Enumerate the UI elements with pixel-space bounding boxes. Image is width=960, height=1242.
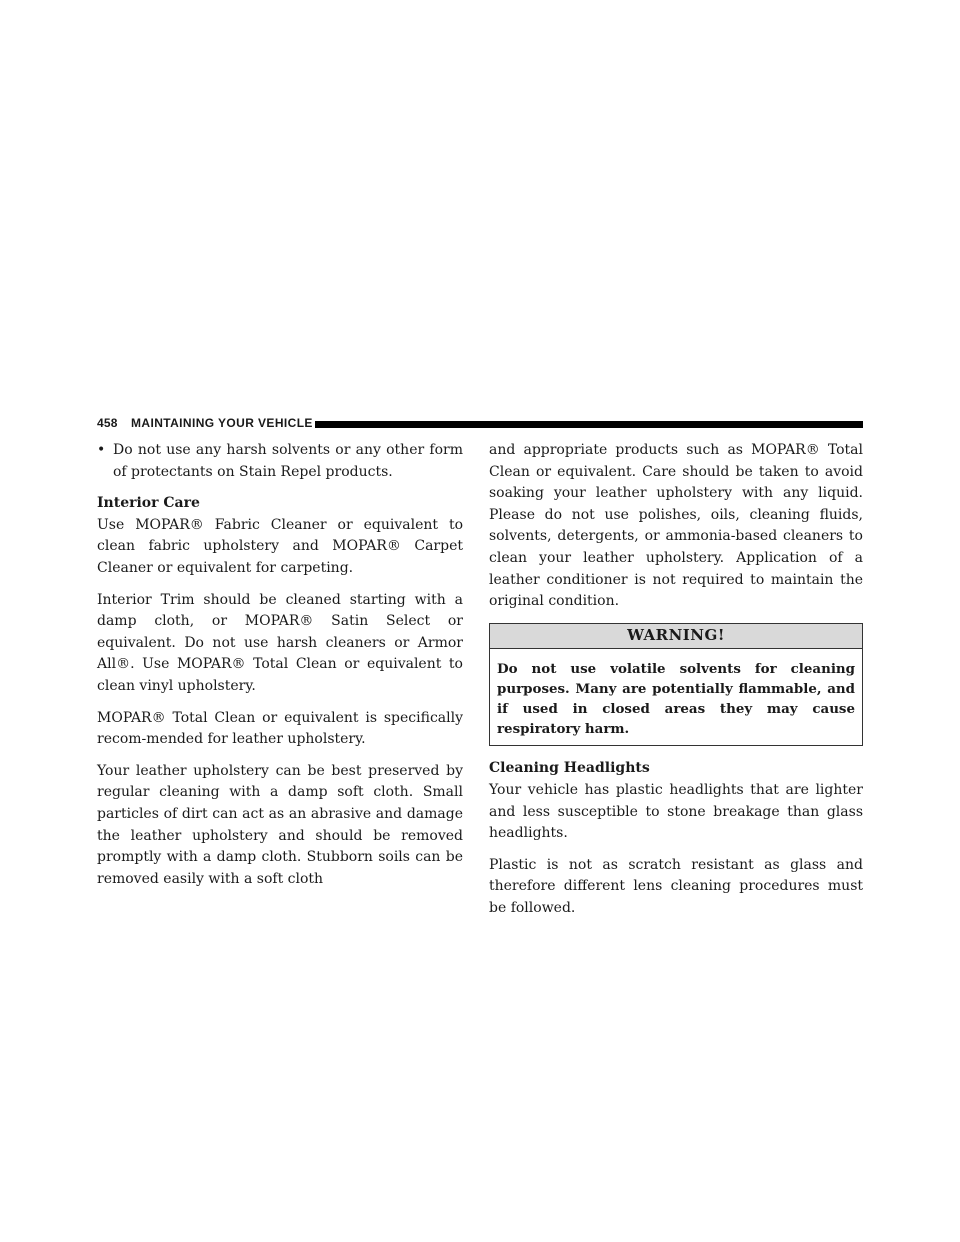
headlights-paragraph-1: Your vehicle has plastic headlights that are lighter and less susceptible to stone breakage than glass headlights.: [489, 781, 863, 842]
right-column: [489, 440, 863, 930]
interior-care-heading: Interior Care: [97, 495, 200, 512]
page-number: 458: [97, 416, 118, 430]
bullet-icon: •: [97, 442, 106, 458]
warning-text: Do not use volatile solvents for cleaning purposes. Many are potentially flammable, and if used in closed areas they may cause respiratory harm.: [497, 661, 855, 738]
warning-title: WARNING!: [490, 624, 862, 650]
interior-care-paragraph: Use MOPAR® Fabric Cleaner or equivalent to clean fabric upholstery and MOPAR® Carpet Cleaner or equivalent for carpeting.: [97, 516, 463, 576]
leather-paragraph: MOPAR® Total Clean or equivalent is specifically recom-mended for leather upholstery.: [97, 709, 463, 748]
section-title: MAINTAINING YOUR VEHICLE: [131, 416, 313, 430]
header-rule: [315, 421, 863, 428]
left-column: [97, 440, 463, 900]
headlights-paragraph-2: Plastic is not as scratch resistant as glass and therefore different lens cleaning procedures must be followed.: [489, 856, 863, 916]
interior-trim-paragraph: Interior Trim should be cleaned starting with a damp cloth, or MOPAR® Satin Select or equivalent. Do not use harsh cleaners or Armor All®. Use MOPAR® Total Clean or equivalent to clean vinyl upholstery.: [97, 591, 463, 694]
bullet-item: [97, 440, 463, 483]
warning-box: [489, 623, 863, 747]
leather-continued-paragraph: and appropriate products such as MOPAR® Total Clean or equivalent. Care should be taken to avoid soaking your leather upholstery with any liquid. Please do not use polishes, oils, cleaning fluids, solvents, detergents, or ammonia-based cleaners to clean your leather upholstery. Application of a leather conditioner is not required to maintain the original condition.: [489, 442, 863, 610]
headlights-heading: Cleaning Headlights: [489, 760, 650, 777]
page-header: [97, 417, 863, 432]
leather-preserve-paragraph: Your leather upholstery can be best preserved by regular cleaning with a damp soft cloth. Small particles of dirt can act as an abrasive and damage the leather upholstery and should be removed promptly with a damp cloth. Stubborn soils can be removed easily with a soft cloth: [97, 762, 463, 887]
bullet-text: Do not use any harsh solvents or any other form of protectants on Stain Repel products.: [113, 442, 463, 480]
